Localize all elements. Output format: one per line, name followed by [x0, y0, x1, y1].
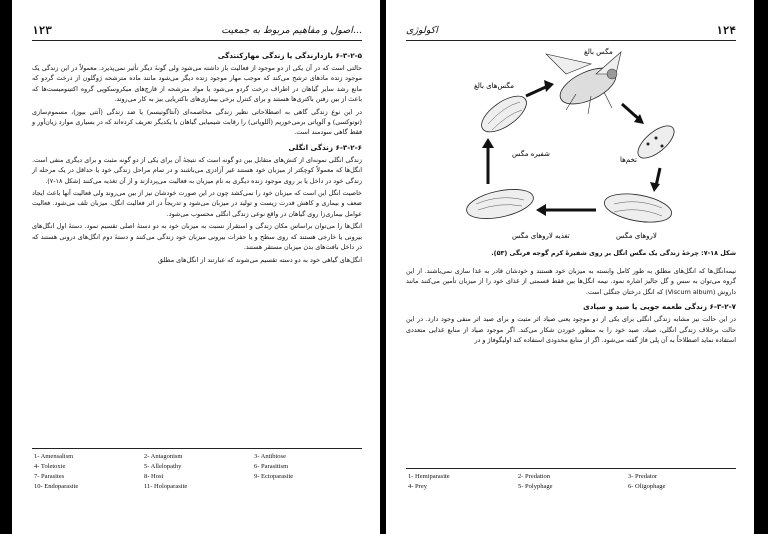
footnote: 3- Antibiose — [254, 453, 286, 460]
eggs-illustration — [633, 120, 680, 164]
right-page-body — [406, 266, 736, 347]
footnote: 11- Holoparasite — [144, 483, 188, 490]
left-page-header — [32, 22, 362, 41]
paragraph: نیمه‌انگل‌ها که انگل‌های مطلق به طور کامل وابسته به میزبان خود هستند و خودشان قادر به غذا سازی نمی‌باشند. از این گروه می‌توان به سس و گل جالیز اشاره نمود. نیمه انگل‌ها بین فقط قسمتی از غذای خود را از میزبان تأمین می‌کنند مانند داروش (Viscum album) که انگل درختان جنگلی است. — [406, 267, 736, 296]
section-heading-predation: ۶-۳-۲-۷ زندگی طعمه جویی یا صید و صیادی — [583, 302, 736, 312]
footnote-row — [408, 482, 738, 492]
footnote-divider — [32, 448, 362, 449]
footnote-row — [34, 462, 364, 472]
footnote: 1- Hemiparasite — [408, 473, 450, 480]
right-running-title: اکولوژی — [406, 25, 438, 36]
footnote: 2- Predation — [518, 473, 550, 480]
right-page — [386, 0, 754, 534]
paragraph: انگل‌ها را می‌توان براساس مکان زندگی و استقرار نسبت به میزبان خود به دو دستهٔ اصلی تقسیم نمود. دستهٔ اول انگل‌های بیرونی یا خارجی هستند که روی سطح و یا حفرات بیرونی میزبان خود زندگی می‌کنند و دستهٔ دوم انگل‌های درونی هستند که در داخل بافت‌های بدن میزبان مستقر هستند. — [32, 222, 362, 252]
right-page-header — [406, 22, 736, 41]
adult-fly-illustration — [546, 52, 621, 114]
footnote: 4- Toletoxie — [34, 463, 66, 470]
label-adult-flies: مگس‌های بالغ — [474, 82, 515, 90]
footnote-row — [34, 472, 364, 482]
paragraph: زندگی انگلی نمونه‌ای از کنش‌های متقابل بین دو گونه است که نتیجهٔ آن برای یکی از دو گونه مثبت و برای دیگری منفی است. انگل‌ها که معمولاً کوچکتر از میزبان خود هستند غیر آزادزی می‌باشند و در تمام مراحل زندگی خود یا حداقل در یک مرحله از زندگی خود در داخل یا بر روی موجود زنده دیگری به نام میزبان به فعالیت می‌پردازند و از آن تغذیه می‌کنند (شکل ۱۸-۷). — [32, 155, 362, 185]
footnote: 6- Oligophage — [628, 483, 666, 490]
footnote: 4- Prey — [408, 483, 427, 490]
left-footnotes — [34, 452, 364, 492]
label-pupa: شفیره مگس — [512, 150, 550, 158]
footnote-row — [408, 472, 738, 482]
left-page-body — [32, 46, 362, 267]
footnote: 5- Allelopathy — [144, 463, 182, 470]
footnote: 5- Polyphage — [518, 483, 553, 490]
left-page-number: ۱۲۳ — [32, 24, 52, 37]
larvae-illustration — [602, 189, 673, 226]
footnote-row — [34, 452, 364, 462]
footnote: 1- Amensalism — [34, 453, 74, 460]
right-footnotes — [408, 472, 738, 492]
footnote: 8- Host — [144, 473, 164, 480]
footnote: 10- Endoparasite — [34, 483, 79, 490]
section-heading-parasitism: ۶-۳-۲-۶ زندگی انگلی — [288, 142, 362, 152]
footnote: 6- Parasitism — [254, 463, 289, 470]
footnote: 9- Ectoparasite — [254, 473, 294, 480]
pupa-illustration — [476, 89, 532, 138]
paragraph: انگل‌های گیاهی خود به دو دسته تقسیم می‌شوند که عبارتند از انگل‌های مطلق — [158, 255, 362, 264]
label-eggs: تخم‌ها — [620, 156, 637, 164]
paragraph: در این حالت نیز مشابه زندگی انگلی برای یکی از دو موجود یعنی صیاد اثر مثبت و برای صید اثر منفی وجود دارد. در این حالت برخلاف زندگی انگلی، صیاد، صید خود را به منظور خوردن شکار می‌کند. اگر موجود صیاد از منابع غذایی متعددی استفاده نماید اصطلاحاً به آن پلی فاژ گفته می‌شود. اگر از منابع محدودی استفاده کند اولیگوفاژ و در — [406, 315, 736, 345]
label-adult-fly: مگس بالغ — [584, 48, 613, 56]
label-larva-feeding: تغذیه لاروهای مگس — [512, 232, 570, 240]
footnote-divider — [406, 468, 736, 469]
section-heading-amensalism: ۶-۳-۲-۵ بازدارندگی یا زندگی مهارکنندگی — [217, 51, 362, 60]
label-larvae: لاروهای مگس — [616, 232, 657, 240]
figure-caption — [406, 248, 736, 260]
left-page — [12, 0, 380, 534]
left-running-title: اصول و مفاهیم مربوط به جمعیت... — [221, 25, 362, 36]
figure-caption-text: شکل ۱۸-۷: چرخهٔ زندگی یک مگس انگل بر روی شفیرهٔ کرم گوجه فرنگی (۵۳). — [491, 249, 736, 257]
footnote: 7- Parasites — [34, 473, 65, 480]
life-cycle-figure — [416, 44, 726, 244]
footnote: 2- Antagonism — [144, 453, 183, 460]
paragraph: حالتی است که در آن یکی از دو موجود از فعالیت باز داشته می‌شود ولی گونهٔ دیگر تأثیر نمی‌پذیرد. معمولاً در این زندگی یک موجود زنده مادهای ترشح می‌کند که موجب مهار موجود زنده دیگر می‌شود مانند ماده مترشحه ژوگلون از درخت گردو که مانع رشد سایر گیاهان در اطراف درخت گردو می‌شود یا مواد مترشحه از قارچ‌های میکروسکوپی گروه اکتینومیست‌ها که باعث از بین رفتن باکتری‌ها هستند و برای کنترل برخی بیماری‌های باکتریایی بیز به کار می‌روند. — [32, 64, 362, 104]
right-page-number: ۱۲۴ — [716, 24, 736, 37]
footnote-row — [34, 482, 364, 492]
footnote: 3- Predator — [628, 473, 658, 480]
paragraph: در این نوع زندگی گاهی به اصطلاحاتی نظیر زندگی مخاصمه‌ای (آنتاگونیسم) یا ضد زندگی (آنتی بیوز)، مسموم‌سازی (توتوکسی) و آلوپاتی برمی‌خوریم (آللوپاتی) را رقابت شیمیایی گیاهان با یکدیگر تعریف کرده‌اند که در بسیاری موارد زیان‌آور و فقط گاهی سودمند است. — [32, 107, 362, 137]
paragraph: خاصیت انگل این است که میزبان خود را نمی‌کشد چون در این صورت خودشان نیز از بین می‌روند ولی فعالیت آنها باعث ایجاد ضعف و بیماری و کاهش قدرت زیست و تولید در میزبان می‌شود و تدریجاً در اثر فعالیت انگل، میزبان تلف می‌شود. فعالیت عوامل بیماری‌زا روی گیاهان در واقع نوعی زندگی انگلی محسوب می‌شود. — [32, 189, 362, 218]
larva-feeding-illustration — [464, 184, 536, 224]
